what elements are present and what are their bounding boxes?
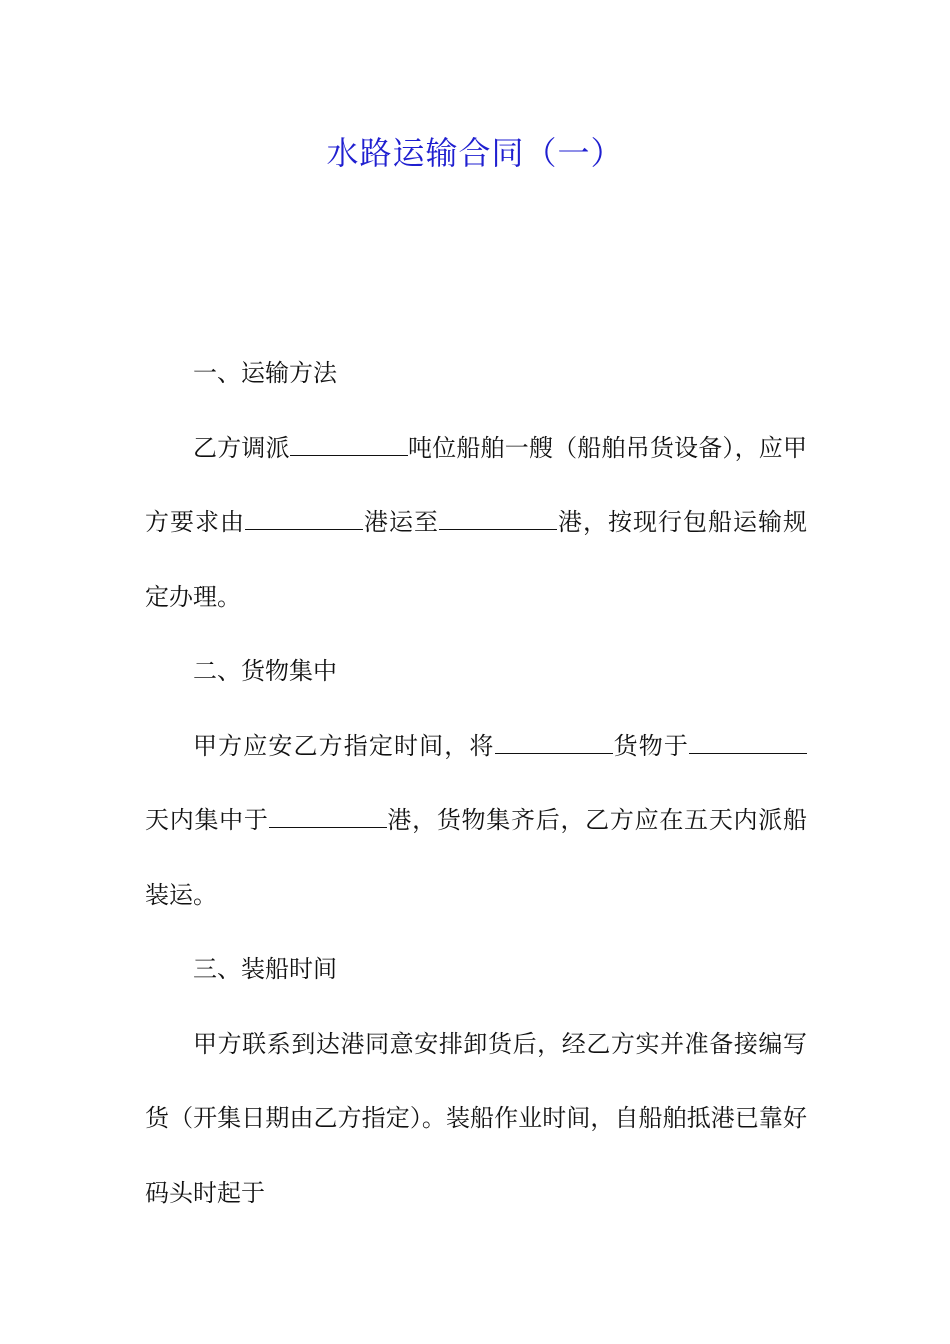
fill-in-blank[interactable] (269, 807, 387, 828)
paragraph-text: 乙方调派 (193, 433, 290, 462)
section-paragraph-transport-method (145, 411, 807, 635)
section-heading-cargo-collection: 二、货物集中 (193, 657, 337, 685)
document-body (145, 336, 807, 1230)
fill-in-blank[interactable] (439, 509, 557, 530)
paragraph-text: 港，按现行包船运输规定办理。 (145, 508, 807, 611)
paragraph-text: 天内集中于 (145, 806, 269, 834)
section-heading-transport-method: 一、运输方法 (193, 359, 337, 387)
paragraph-text: 港运至 (363, 508, 439, 536)
section-paragraph-loading-time (145, 1007, 807, 1231)
fill-in-blank[interactable] (689, 733, 807, 754)
paragraph-text: 货物于 (612, 731, 689, 760)
paragraph-text: 吨位船舶一艘（船舶吊货设备），应甲方要求由 (145, 433, 808, 536)
paragraph-text: 港，货物集齐后，乙方应在五天内派船装运。 (145, 806, 808, 909)
fill-in-blank[interactable] (245, 509, 363, 530)
paragraph-text: 甲方联系到达港同意安排卸货后，经乙方实并准备接编写货（开集日期由乙方指定）。装船作业时间，自船舶抵港已靠好码头时起于 (145, 1029, 807, 1207)
paragraph-text: 甲方应安乙方指定时间，将 (193, 731, 495, 760)
fill-in-blank[interactable] (290, 435, 408, 456)
section-paragraph-cargo-collection (145, 709, 807, 933)
section-heading-loading-time: 三、装船时间 (193, 955, 337, 983)
fill-in-blank[interactable] (495, 733, 613, 754)
document-title: 水路运输合同（一） (326, 134, 624, 172)
